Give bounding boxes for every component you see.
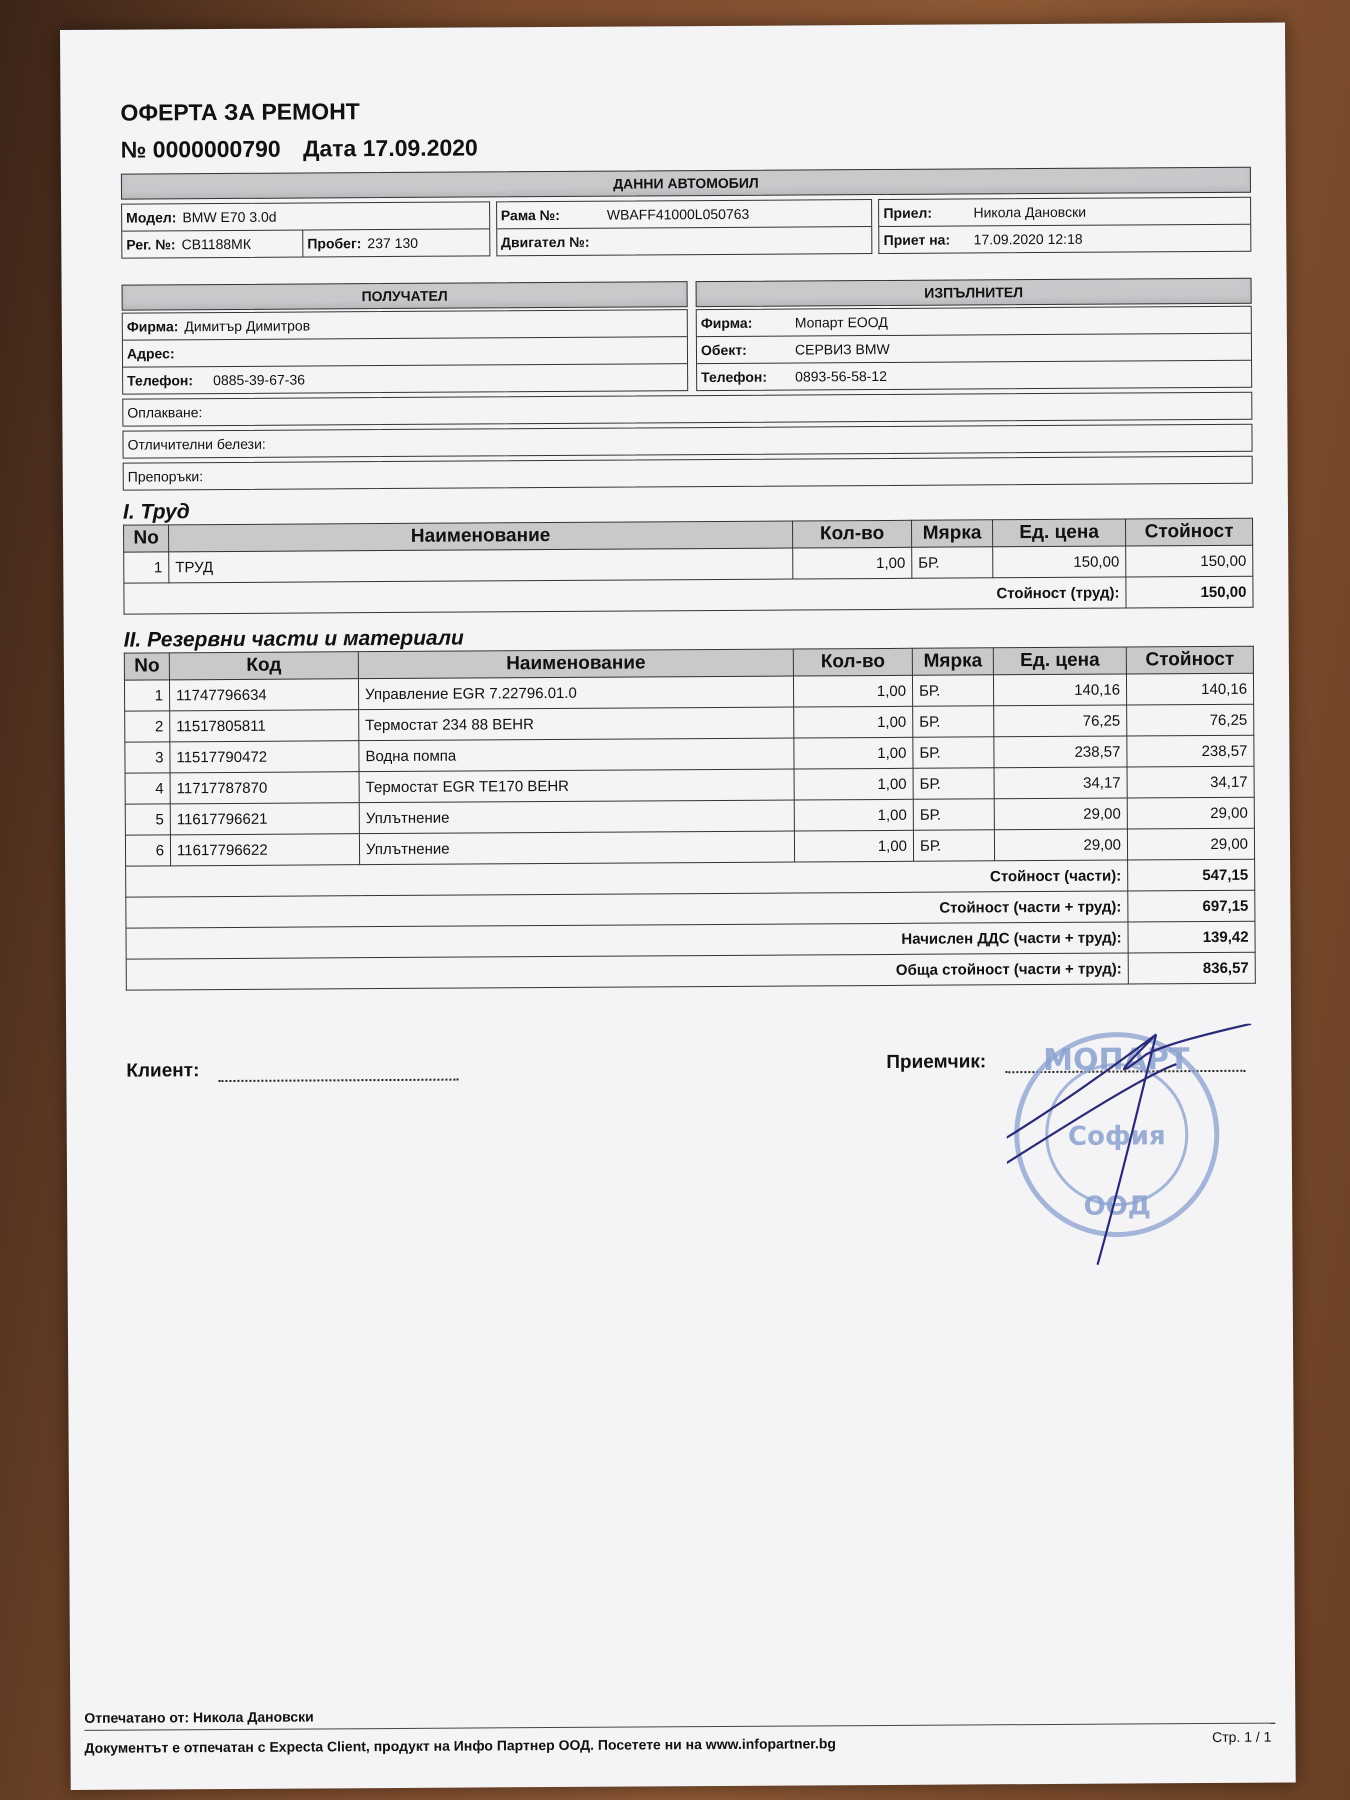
received-by-value: Никола Дановски: [973, 203, 1087, 221]
offer-number: № 0000000790: [120, 135, 281, 163]
total-value: 547,15: [1128, 859, 1255, 891]
contractor-phone-row: [697, 361, 1251, 390]
part-code: 11717787870: [170, 772, 359, 804]
labor-total-row: [124, 576, 1253, 614]
recipient-block: [122, 281, 689, 394]
part-unit: БР.: [912, 675, 993, 706]
part-code: 11617796621: [170, 803, 359, 835]
frame-value: WBAFF41000L050763: [606, 205, 750, 223]
parts-table: [124, 646, 1256, 991]
parties: [122, 278, 1253, 395]
part-no: 1: [124, 680, 169, 711]
part-code: 11517805811: [170, 710, 359, 742]
part-no: 3: [125, 742, 170, 773]
total-label: Начислен ДДС (части + труд):: [126, 922, 1128, 959]
car-received-box: [878, 197, 1251, 254]
part-unit: БР.: [913, 737, 994, 768]
document-title: ОФЕРТА ЗА РЕМОНТ: [120, 98, 360, 126]
parts-section-title: II. Резервни части и материали: [123, 626, 464, 652]
labor-header-price: Ед. цена: [993, 519, 1126, 547]
document-body: [120, 93, 1258, 1361]
contractor-block: [696, 278, 1253, 391]
labor-row-total: 150,00: [1126, 545, 1253, 577]
car-model-box: [121, 201, 490, 258]
engine-row: [497, 227, 872, 255]
part-name: Уплътнение: [359, 800, 794, 834]
part-qty: 1,00: [794, 830, 913, 862]
received-by-row: [879, 198, 1250, 227]
received-by-label: Приел:: [883, 204, 933, 221]
contractor-title: ИЗПЪЛНИТЕЛ: [696, 278, 1252, 307]
part-no: 2: [125, 711, 170, 742]
part-name: Управление EGR 7.22796.01.0: [358, 676, 793, 710]
recipient-firm-value: Димитър Димитров: [184, 317, 311, 335]
part-total: 34,17: [1127, 766, 1254, 798]
part-no: 6: [125, 835, 170, 866]
received-on-value: 17.09.2020 12:18: [973, 230, 1083, 248]
part-total: 238,57: [1127, 735, 1254, 767]
reg-cell: [122, 231, 303, 258]
document-number-line: [121, 130, 1251, 164]
stamp-middle-text: София: [1067, 1121, 1166, 1152]
total-value: 139,42: [1128, 921, 1255, 953]
part-price: 140,16: [993, 674, 1126, 706]
part-qty: 1,00: [794, 768, 913, 800]
labor-row-unit: БР.: [912, 547, 993, 578]
part-name: Водна помпа: [359, 738, 794, 772]
part-price: 34,17: [994, 767, 1127, 799]
part-total: 29,00: [1127, 797, 1254, 829]
offer-date: Дата 17.09.2020: [302, 134, 478, 162]
part-name: Уплътнение: [359, 831, 794, 865]
recipient-title: ПОЛУЧАТЕЛ: [122, 281, 688, 310]
part-price: 76,25: [994, 705, 1127, 737]
total-label: Обща стойност (части + труд):: [126, 953, 1128, 990]
recipient-phone-value: 0885-39-67-36: [213, 371, 306, 389]
car-model-row: [122, 202, 489, 231]
recipient-firm-row: [123, 310, 687, 340]
car-frame-box: [496, 199, 873, 256]
receiver-label: Приемчик:: [886, 1051, 987, 1073]
parts-header-unit: Мярка: [912, 648, 993, 675]
parts-header-price: Ед. цена: [993, 647, 1126, 675]
parts-header-total: Стойност: [1126, 646, 1253, 674]
part-code: 11747796634: [169, 679, 358, 711]
part-price: 29,00: [994, 829, 1127, 861]
part-total: 76,25: [1127, 704, 1254, 736]
car-reg-row: [122, 229, 489, 257]
contractor-site-value: СЕРВИЗ BMW: [794, 340, 890, 358]
part-code: 11617796622: [170, 834, 359, 866]
client-signature-line: [219, 1079, 459, 1082]
received-on-label: Приет на:: [883, 231, 951, 248]
part-total: 29,00: [1127, 828, 1254, 860]
stamp-top-text: МОПАРТ: [1043, 1042, 1190, 1079]
car-section-title: ДАННИ АВТОМОБИЛ: [121, 167, 1251, 200]
stamp-bottom-text: ООД: [1083, 1191, 1151, 1222]
engine-label: Двигател №:: [500, 233, 590, 251]
frame-row: [497, 200, 872, 229]
labor-row-no: 1: [124, 552, 169, 583]
parts-header-code: Код: [169, 652, 358, 680]
company-stamp: [1006, 1024, 1268, 1326]
recipient-phone-label: Телефон:: [127, 372, 194, 389]
part-qty: 1,00: [794, 737, 913, 769]
page-number: Стр. 1 / 1: [1212, 1728, 1272, 1745]
features-row: Отличителни белези:: [122, 424, 1252, 459]
labor-header-qty: Кол-во: [793, 520, 912, 548]
model-value: BMW E70 3.0d: [182, 208, 277, 226]
part-unit: БР.: [913, 799, 994, 830]
contractor-site-row: [697, 334, 1251, 364]
mileage-value: 237 130: [367, 234, 419, 252]
paper-sheet: [60, 23, 1296, 1790]
labor-total-label: Стойност (труд):: [124, 577, 1126, 614]
complaints-row: Оплакване:: [122, 392, 1252, 427]
recipient-box: [122, 309, 688, 394]
printed-by: Отпечатано от: Никола Дановски: [84, 1708, 314, 1726]
car-data: [121, 197, 1251, 259]
recommendations-row: Препоръки:: [123, 456, 1253, 491]
labor-row-qty: 1,00: [793, 547, 912, 579]
part-qty: 1,00: [793, 675, 912, 707]
contractor-firm-row: [697, 307, 1251, 337]
part-no: 4: [125, 773, 170, 804]
part-qty: 1,00: [794, 706, 913, 738]
part-total: 140,16: [1126, 673, 1253, 705]
part-price: 29,00: [994, 798, 1127, 830]
parts-header-name: Наименование: [358, 649, 793, 679]
part-name: Термостат EGR TE170 BEHR: [359, 769, 794, 803]
model-label: Модел:: [126, 209, 177, 226]
labor-header-unit: Мярка: [912, 520, 993, 547]
total-value: 836,57: [1128, 952, 1255, 984]
labor-row-price: 150,00: [993, 546, 1126, 578]
labor-row-name: ТРУД: [169, 548, 793, 583]
contractor-firm-label: Фирма:: [700, 314, 753, 332]
mileage-label: Пробег:: [307, 235, 362, 252]
part-unit: БР.: [913, 706, 994, 737]
footer-note: Документът е отпечатан с Expecta Client, продукт на Инфо Партнер ООД. Посетете ни на www.infopartner.bg: [84, 1735, 836, 1756]
part-no: 5: [125, 804, 170, 835]
contractor-box: [696, 306, 1252, 391]
recipient-address-label: Адрес:: [126, 345, 175, 362]
frame-label: Рама №:: [500, 206, 560, 224]
parts-header-no: No: [124, 653, 169, 680]
reg-label: Рег. №:: [126, 236, 176, 253]
total-label: Стойност (части):: [126, 860, 1128, 897]
labor-header-name: Наименование: [169, 521, 793, 552]
parts-rows: [124, 673, 1255, 990]
contractor-phone-label: Телефон:: [701, 368, 768, 386]
client-label: Клиент:: [126, 1060, 200, 1082]
signatures: [126, 1042, 1258, 1361]
parts-header-qty: Кол-во: [793, 648, 912, 676]
total-label: Стойност (части + труд):: [126, 891, 1128, 928]
contractor-site-label: Обект:: [700, 341, 747, 359]
part-qty: 1,00: [794, 799, 913, 831]
labor-total-value: 150,00: [1126, 576, 1253, 608]
recipient-address-row: [123, 337, 687, 367]
recipient-phone-row: [123, 364, 687, 393]
part-name: Термостат 234 88 BEHR: [359, 707, 794, 741]
labor-header-no: No: [124, 525, 169, 552]
recipient-firm-label: Фирма:: [126, 318, 179, 335]
part-price: 238,57: [994, 736, 1127, 768]
part-unit: БР.: [913, 830, 994, 861]
part-code: 11517790472: [170, 741, 359, 773]
part-unit: БР.: [913, 768, 994, 799]
total-value: 697,15: [1128, 890, 1255, 922]
labor-section-title: I. Труд: [122, 500, 190, 524]
contractor-phone-value: 0893-56-58-12: [795, 367, 888, 385]
parts-total-row: [126, 952, 1255, 990]
received-on-row: [880, 225, 1251, 253]
reg-value: СВ1188МК: [181, 235, 251, 253]
labor-table: [123, 518, 1254, 615]
contractor-firm-value: Мопарт ЕООД: [794, 313, 888, 331]
labor-header-total: Стойност: [1126, 518, 1253, 546]
